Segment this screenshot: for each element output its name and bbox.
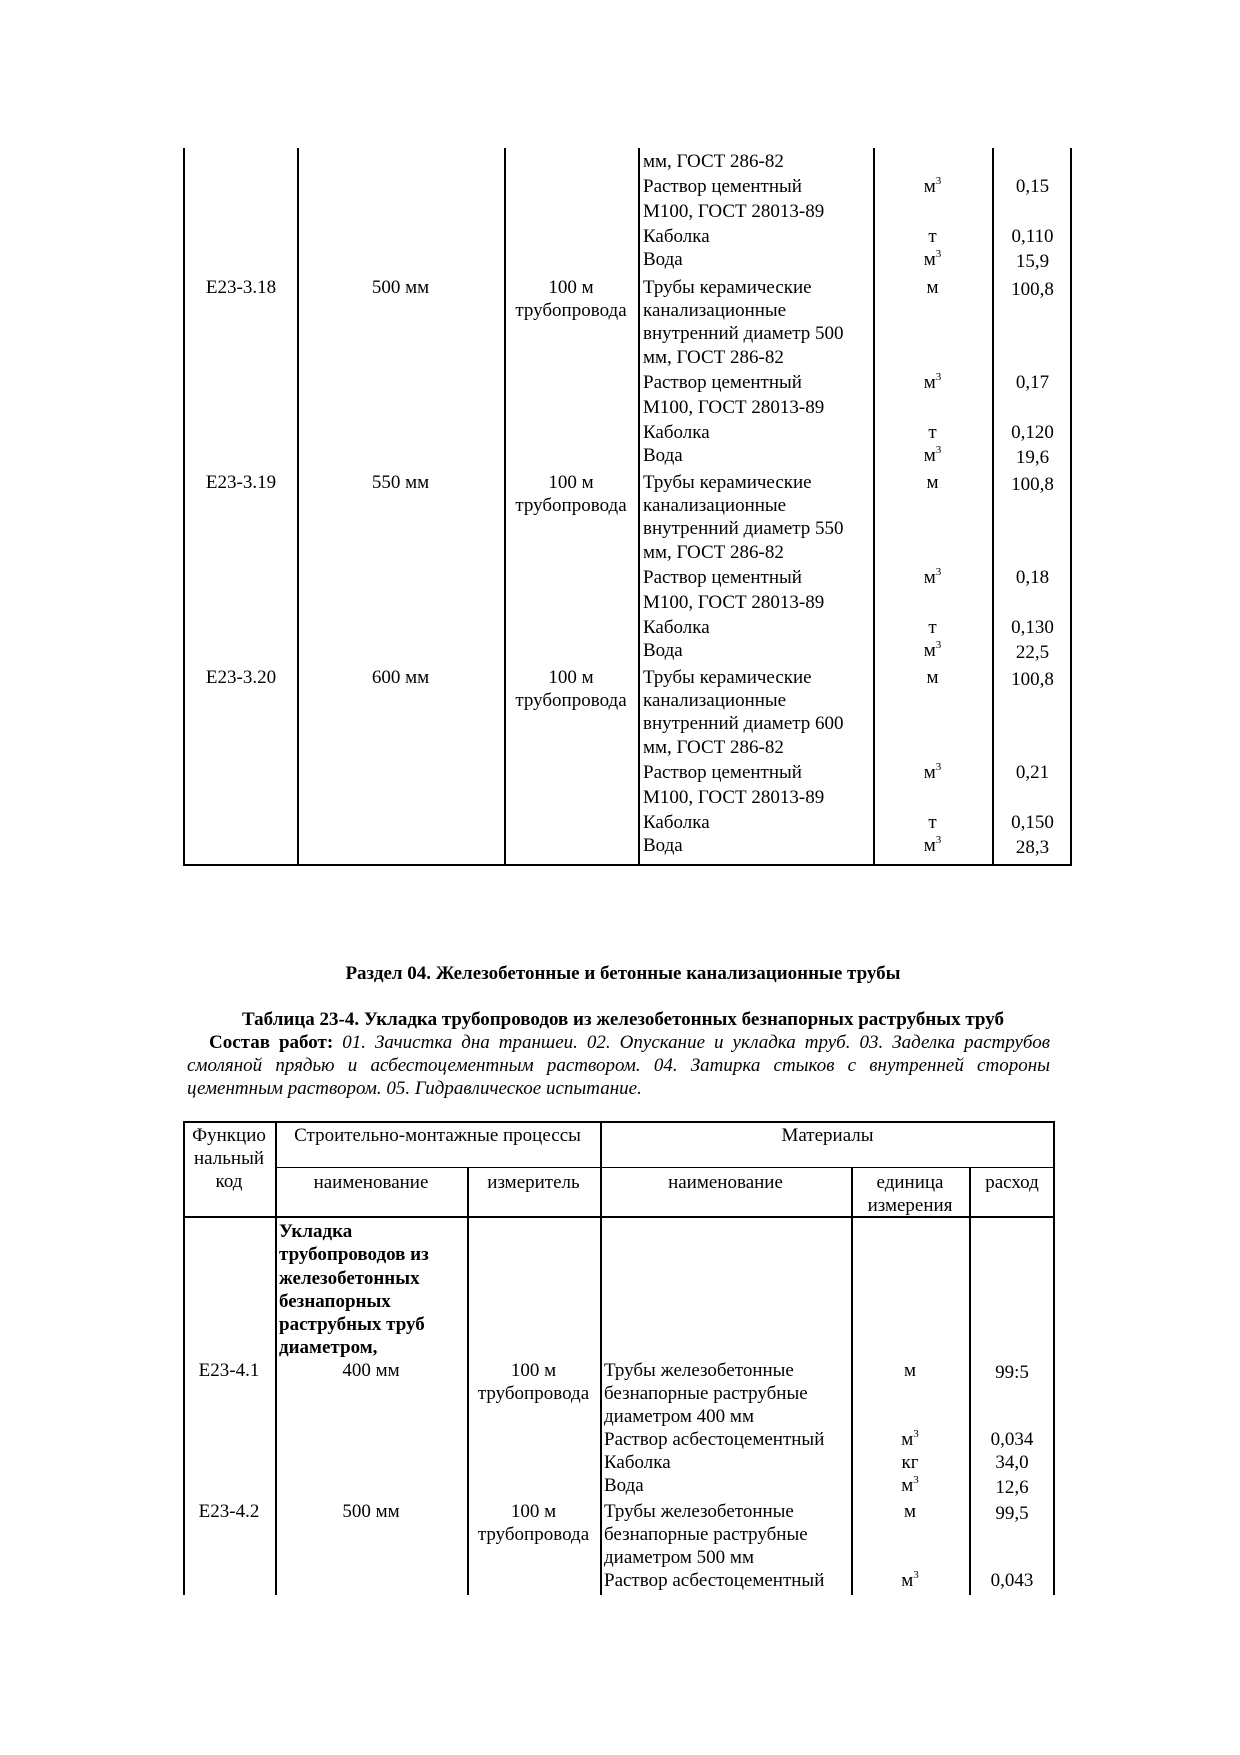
material-name: Раствор асбестоцементный (604, 1570, 825, 1591)
material-amount: 100,8 (1011, 279, 1054, 300)
work-scope-text: 01. Зачистка дна траншеи. 02. Опускание и укладка труб. 03. Заделка раструбов смоляной прядью и асбестоцементным раствором. 04. Затирка стыков с внутренней стороны цементным раствором. 05. Гидравлическое испытание. (187, 1032, 1050, 1099)
header-material-name: наименование (668, 1172, 783, 1193)
process-unit: 100 м трубопровода (515, 277, 627, 321)
material-name: Трубы железобетонные (604, 1360, 794, 1381)
material-unit: т (928, 617, 937, 638)
process-unit: 100 м трубопровода (477, 1501, 590, 1545)
column-divider (992, 148, 994, 864)
material-amount: 0,15 (1015, 176, 1050, 197)
material-name: Раствор цементный (643, 176, 802, 197)
material-unit: м (926, 472, 939, 493)
material-name: Каболка (643, 617, 710, 638)
column-divider (297, 148, 299, 864)
material-amount: 0,17 (1015, 372, 1050, 393)
material-amount: 0,110 (1011, 226, 1054, 247)
material-unit: м (903, 1501, 917, 1522)
material-name: канализационные (643, 690, 787, 711)
material-name: Вода (643, 640, 683, 661)
material-name: Трубы керамические (643, 667, 812, 688)
material-name: Раствор цементный (643, 567, 802, 588)
function-code: Е23-4.1 (198, 1360, 260, 1381)
header-processes: Строительно-монтажные процессы (294, 1125, 581, 1146)
material-name: диаметром 400 мм (604, 1406, 754, 1427)
material-amount: 99:5 (995, 1362, 1029, 1383)
material-unit: $м^3$ (901, 1568, 919, 1591)
material-name: безнапорные раструбные (604, 1383, 808, 1404)
material-amount: 12,6 (995, 1477, 1029, 1498)
material-unit: $м^3$ (923, 760, 942, 783)
process-name: 600 мм (371, 667, 430, 688)
work-scope-paragraph (187, 1031, 1050, 1100)
header-divider (275, 1167, 1053, 1168)
material-name: Каболка (643, 226, 710, 247)
header-material-amount: расход (985, 1172, 1039, 1193)
material-amount: 0,120 (1011, 422, 1054, 443)
material-name: Трубы керамические (643, 472, 812, 493)
material-amount: 0,18 (1015, 567, 1050, 588)
material-amount: 0,034 (990, 1429, 1034, 1450)
column-divider (638, 148, 640, 864)
material-unit: $м^3$ (923, 833, 942, 856)
material-name: мм, ГОСТ 286-82 (643, 151, 784, 172)
material-name: мм, ГОСТ 286-82 (643, 542, 784, 563)
material-name: канализационные (643, 495, 787, 516)
material-unit: м (926, 667, 939, 688)
material-amount: 100,8 (1011, 474, 1054, 495)
material-amount: 0,130 (1011, 617, 1054, 638)
process-name: 500 мм (342, 1501, 400, 1522)
material-name: М100, ГОСТ 28013-89 (643, 397, 825, 418)
process-name: 400 мм (342, 1360, 400, 1381)
material-name: Вода (604, 1475, 644, 1496)
material-name: Раствор асбестоцементный (604, 1429, 825, 1450)
material-name: диаметром 500 мм (604, 1547, 754, 1568)
material-unit: $м^3$ (923, 247, 942, 270)
material-amount: 0,21 (1015, 762, 1050, 783)
process-name: 550 мм (371, 472, 430, 493)
material-unit: т (928, 812, 937, 833)
material-name: безнапорные раструбные (604, 1524, 808, 1545)
material-name: мм, ГОСТ 286-82 (643, 347, 784, 368)
section-title: Раздел 04. Железобетонные и бетонные канализационные трубы (345, 963, 901, 984)
function-code: Е23-3.18 (205, 277, 277, 298)
material-name: Раствор цементный (643, 372, 802, 393)
material-amount: 99,5 (995, 1503, 1029, 1524)
header-materials: Материалы (781, 1125, 874, 1146)
material-name: внутренний диаметр 550 (643, 518, 844, 539)
material-name: внутренний диаметр 500 (643, 323, 844, 344)
table-title: Таблица 23-4. Укладка трубопроводов из железобетонных безнапорных раструбных труб (241, 1009, 1005, 1030)
header-process-unit: измеритель (487, 1172, 580, 1193)
material-name: канализационные (643, 300, 787, 321)
material-name: Трубы керамические (643, 277, 812, 298)
material-unit: $м^3$ (901, 1473, 919, 1496)
function-code: Е23-4.2 (198, 1501, 260, 1522)
column-divider (873, 148, 875, 864)
material-amount: 19,6 (1015, 447, 1050, 468)
process-name: 500 мм (371, 277, 430, 298)
material-name: М100, ГОСТ 28013-89 (643, 592, 825, 613)
material-name: Вода (643, 249, 683, 270)
material-name: Каболка (604, 1452, 671, 1473)
material-name: М100, ГОСТ 28013-89 (643, 787, 825, 808)
material-name: Каболка (643, 422, 710, 443)
material-unit: т (928, 226, 937, 247)
material-amount: 34,0 (995, 1452, 1029, 1473)
material-unit: $м^3$ (923, 638, 942, 661)
process-unit: 100 м трубопровода (477, 1360, 590, 1404)
work-scope-label: Состав работ: (209, 1032, 334, 1053)
material-unit: м (926, 277, 939, 298)
material-unit: $м^3$ (923, 174, 942, 197)
material-name: Каболка (643, 812, 710, 833)
material-unit: $м^3$ (923, 370, 942, 393)
material-amount: 22,5 (1015, 642, 1050, 663)
material-unit: т (928, 422, 937, 443)
material-name: Вода (643, 835, 683, 856)
material-unit: $м^3$ (901, 1427, 919, 1450)
group-title: Укладка трубопроводов из железобетонных безнапорных раструбных труб диаметром, (279, 1221, 429, 1359)
material-amount: 100,8 (1011, 669, 1054, 690)
material-name: Раствор цементный (643, 762, 802, 783)
header-material-unit: единица измерения (867, 1172, 953, 1216)
material-unit: $м^3$ (923, 565, 942, 588)
material-amount: 15,9 (1015, 251, 1050, 272)
header-process-name: наименование (313, 1172, 429, 1193)
material-unit: м (903, 1360, 917, 1381)
material-amount: 28,3 (1015, 837, 1050, 858)
material-name: Трубы железобетонные (604, 1501, 794, 1522)
material-name: внутренний диаметр 600 (643, 713, 844, 734)
material-name: М100, ГОСТ 28013-89 (643, 201, 825, 222)
material-name: Вода (643, 445, 683, 466)
process-unit: 100 м трубопровода (515, 667, 627, 711)
process-unit: 100 м трубопровода (515, 472, 627, 516)
material-unit: кг (901, 1452, 919, 1473)
function-code: Е23-3.19 (205, 472, 277, 493)
header-function-code: Функцио нальный код (192, 1125, 266, 1192)
material-name: мм, ГОСТ 286-82 (643, 737, 784, 758)
material-amount: 0,150 (1011, 812, 1054, 833)
function-code: Е23-3.20 (205, 667, 277, 688)
material-unit: $м^3$ (923, 443, 942, 466)
material-amount: 0,043 (990, 1570, 1034, 1591)
